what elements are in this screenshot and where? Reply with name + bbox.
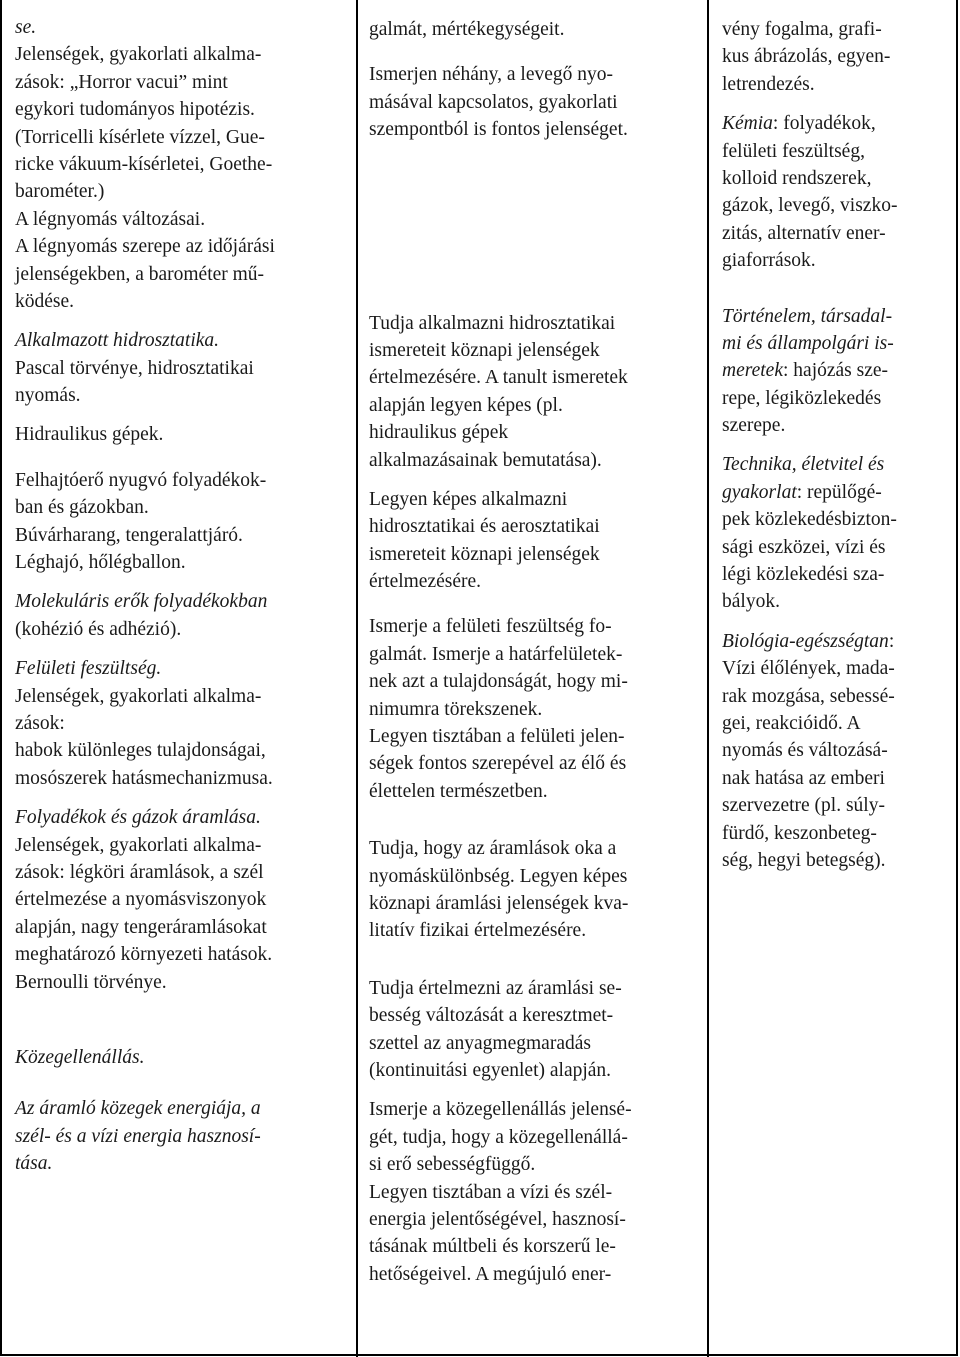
topic-block-drag bbox=[15, 1044, 275, 1071]
connection-line: gázok, levegő, viszko- bbox=[722, 195, 898, 217]
requirement-line: si erő sebességfüggő. bbox=[369, 1154, 536, 1176]
requirement-line: értelmezésére. A tanult ismeretek bbox=[369, 367, 628, 389]
requirement-line: tásának múltbeli és korszerű le- bbox=[369, 1236, 616, 1258]
connection-line: bályok. bbox=[722, 591, 780, 613]
requirement-line: Legyen tisztában a vízi és szél- bbox=[369, 1181, 613, 1203]
topic-line: zások: bbox=[15, 712, 65, 734]
subject-label-history: meretek bbox=[722, 360, 783, 382]
connection-line: fürdő, keszonbeteg- bbox=[722, 822, 877, 844]
topic-line: zások: légköri áramlások, a szél bbox=[15, 861, 264, 883]
topic-line: meghatározó környezeti hatások. bbox=[15, 944, 273, 966]
requirement-line: Legyen képes alkalmazni bbox=[369, 488, 568, 510]
connection-line: kolloid rendszerek, bbox=[722, 167, 872, 189]
requirement-line: (kontinuitási egyenlet) alapján. bbox=[369, 1059, 612, 1081]
subject-label-technology: gyakorlat bbox=[722, 481, 797, 503]
topic-block-buoyancy bbox=[15, 467, 275, 577]
topic-line: se. bbox=[15, 17, 37, 38]
requirement-line: gét, tudja, hogy a közegellenállá- bbox=[369, 1126, 628, 1148]
requirement-block-8 bbox=[369, 1096, 632, 1288]
topic-title: Közegellenállás. bbox=[15, 1046, 145, 1068]
topic-block-surface-tension bbox=[15, 655, 275, 792]
topic-line: értelmezése a nyomásviszonyok bbox=[15, 889, 267, 911]
topic-line: Jelenségek, gyakorlati alkalma- bbox=[15, 685, 262, 707]
connection-block-technology bbox=[722, 451, 897, 615]
requirement-line: galmát. Ismerje a határfelületek- bbox=[369, 643, 623, 665]
connection-line: zitás, alternatív ener- bbox=[722, 222, 886, 244]
subject-label-technology: Technika, életvitel és bbox=[722, 454, 885, 476]
subject-label-biology: Biológia-egészségtan bbox=[722, 630, 889, 652]
column-divider-1 bbox=[356, 0, 358, 1357]
connection-line: giaforrások. bbox=[722, 250, 816, 272]
connection-block-biology bbox=[722, 628, 897, 875]
connection-text: : repülőgé- bbox=[796, 481, 882, 503]
requirement-block-7 bbox=[369, 975, 632, 1085]
topic-block-hydraulics bbox=[15, 421, 275, 448]
requirement-line: hidraulikus gépek bbox=[369, 422, 509, 444]
topic-title: tása. bbox=[15, 1153, 53, 1175]
topic-line: ködése. bbox=[15, 290, 75, 312]
topic-line: A légnyomás szerepe az időjárási bbox=[15, 236, 275, 258]
topic-line: zások: „Horror vacui” mint bbox=[15, 71, 228, 93]
requirement-line: szempontból is fontos jelenséget. bbox=[369, 119, 628, 141]
topic-line: (Torricelli kísérlete vízzel, Gue- bbox=[15, 126, 265, 148]
connection-line: légi közlekedési sza- bbox=[722, 564, 885, 586]
requirement-line: ismereteit köznapi jelenségek bbox=[369, 543, 600, 565]
topic-block-molecular-forces bbox=[15, 588, 275, 643]
topic-block-air-pressure bbox=[15, 14, 275, 315]
topic-line: (kohézió és adhézió). bbox=[15, 618, 182, 640]
connection-block-history bbox=[722, 303, 897, 440]
subject-label-chemistry: Kémia bbox=[722, 113, 773, 135]
topic-line: Felhajtóerő nyugvó folyadékok- bbox=[15, 469, 267, 491]
requirement-line: értelmezésére. bbox=[369, 571, 482, 593]
topic-title: Folyadékok és gázok áramlása. bbox=[15, 807, 261, 829]
topic-line: ricke vákuum-kísérletei, Goethe- bbox=[15, 153, 273, 175]
topic-line: A légnyomás változásai. bbox=[15, 208, 206, 230]
topic-line: habok különleges tulajdonságai, bbox=[15, 740, 266, 762]
topic-line: egykori tudományos hipotézis. bbox=[15, 99, 255, 121]
connection-line: pek közlekedésbizton- bbox=[722, 509, 897, 531]
connection-line: kus ábrázolás, egyen- bbox=[722, 46, 891, 68]
connection-line: letrendezés. bbox=[722, 73, 815, 95]
requirement-line: galmát, mértékegységeit. bbox=[369, 19, 565, 40]
topic-line: Léghajó, hőlégballon. bbox=[15, 552, 186, 574]
connection-block-math bbox=[722, 16, 897, 98]
topic-line: Búvárharang, tengeralattjáró. bbox=[15, 524, 243, 546]
connection-line: nyomás és változásá- bbox=[722, 740, 888, 762]
connection-line: repe, légiközlekedés bbox=[722, 387, 882, 409]
requirement-line: litatív fizikai értelmezésére. bbox=[369, 920, 587, 942]
column-divider-2 bbox=[707, 0, 709, 1357]
topic-title: szél- és a vízi energia hasznosí- bbox=[15, 1125, 261, 1147]
topic-line: barométer.) bbox=[15, 181, 105, 203]
subject-label-history: mi és állampolgári is- bbox=[722, 332, 894, 354]
requirement-line: élettelen természetben. bbox=[369, 780, 548, 802]
topic-line: Jelenségek, gyakorlati alkalma- bbox=[15, 44, 262, 66]
requirement-line: alkalmazásainak bemutatása). bbox=[369, 449, 602, 471]
requirement-line: másával kapcsolatos, gyakorlati bbox=[369, 91, 618, 113]
requirement-block-6 bbox=[369, 835, 632, 945]
topic-title: Molekuláris erők folyadékokban bbox=[15, 591, 268, 613]
topic-block-hydrostatics bbox=[15, 327, 275, 409]
connection-text: : hajózás sze- bbox=[783, 360, 889, 382]
connection-line: Vízi élőlények, mada- bbox=[722, 658, 895, 680]
requirement-line: besség változását a keresztmet- bbox=[369, 1005, 614, 1027]
connection-line: felületi feszültség, bbox=[722, 140, 865, 162]
topic-line: mosószerek hatásmechanizmusa. bbox=[15, 767, 273, 789]
requirement-line: Ismerje a felületi feszültség fo- bbox=[369, 616, 612, 638]
topic-title: Alkalmazott hidrosztatika. bbox=[15, 330, 220, 352]
requirement-line: Tudja alkalmazni hidrosztatikai bbox=[369, 312, 616, 334]
requirement-block-4 bbox=[369, 486, 632, 596]
connection-line: szervezetre (pl. súly- bbox=[722, 795, 885, 817]
requirement-line: Ismerjen néhány, a levegő nyo- bbox=[369, 64, 614, 86]
topic-title: Az áramló közegek energiája, a bbox=[15, 1098, 261, 1120]
connection-line: ség, hegyi betegség). bbox=[722, 849, 886, 871]
topic-block-flow bbox=[15, 804, 275, 996]
topic-line: Bernoulli törvénye. bbox=[15, 971, 167, 993]
topic-block-energy bbox=[15, 1095, 275, 1177]
connection-text: : bbox=[888, 630, 895, 652]
requirement-line: hidrosztatikai és aerosztatikai bbox=[369, 516, 600, 538]
requirement-line: ségek fontos szerepével az élő és bbox=[369, 753, 627, 775]
topic-title: Felületi feszültség. bbox=[15, 658, 162, 680]
topic-line: alapján, nagy tengeráramlásokat bbox=[15, 916, 267, 938]
connection-line: nak hatása az emberi bbox=[722, 767, 885, 789]
requirement-line: nyomáskülönbség. Legyen képes bbox=[369, 865, 628, 887]
requirement-line: alapján legyen képes (pl. bbox=[369, 394, 563, 416]
topic-line: ban és gázokban. bbox=[15, 497, 149, 519]
requirement-block-3 bbox=[369, 310, 632, 474]
topic-line: Hidraulikus gépek. bbox=[15, 424, 164, 446]
topic-line: Jelenségek, gyakorlati alkalma- bbox=[15, 834, 262, 856]
topics-column bbox=[15, 14, 275, 1177]
requirement-line: energia jelentőségével, hasznosí- bbox=[369, 1208, 626, 1230]
connection-block-chemistry bbox=[722, 110, 897, 274]
requirement-block-2 bbox=[369, 61, 632, 143]
requirement-block-1 bbox=[369, 16, 632, 43]
requirements-column bbox=[369, 16, 632, 1288]
connection-line: rak mozgása, sebessé- bbox=[722, 685, 895, 707]
requirement-line: ismereteit köznapi jelenségek bbox=[369, 339, 600, 361]
requirement-line: nek azt a tulajdonságát, hogy mi- bbox=[369, 671, 628, 693]
requirement-line: Tudja értelmezni az áramlási se- bbox=[369, 977, 622, 999]
topic-line: Pascal törvénye, hidrosztatikai bbox=[15, 357, 254, 379]
requirement-line: szettel az anyagmegmaradás bbox=[369, 1032, 591, 1054]
connection-line: vény fogalma, grafi- bbox=[722, 19, 882, 40]
requirement-line: hetőségeivel. A megújuló ener- bbox=[369, 1263, 612, 1285]
subject-label-history: Történelem, társadal- bbox=[722, 305, 893, 327]
requirement-line: Legyen tisztában a felületi jelen- bbox=[369, 726, 625, 748]
requirement-line: köznapi áramlási jelenségek kva- bbox=[369, 892, 629, 914]
connection-text: : folyadékok, bbox=[772, 113, 876, 135]
topic-line: jelenségekben, a barométer mű- bbox=[15, 263, 265, 285]
requirement-block-5 bbox=[369, 613, 632, 805]
connection-line: szerepe. bbox=[722, 415, 786, 437]
requirement-line: nimumra törekszenek. bbox=[369, 698, 543, 720]
requirement-line: Tudja, hogy az áramlások oka a bbox=[369, 838, 617, 860]
connection-line: sági eszközei, vízi és bbox=[722, 536, 886, 558]
connections-column bbox=[722, 16, 897, 874]
requirement-line: Ismerje a közegellenállás jelensé- bbox=[369, 1099, 632, 1121]
topic-line: nyomás. bbox=[15, 385, 81, 407]
connection-line: gei, reakcióidő. A bbox=[722, 712, 861, 734]
